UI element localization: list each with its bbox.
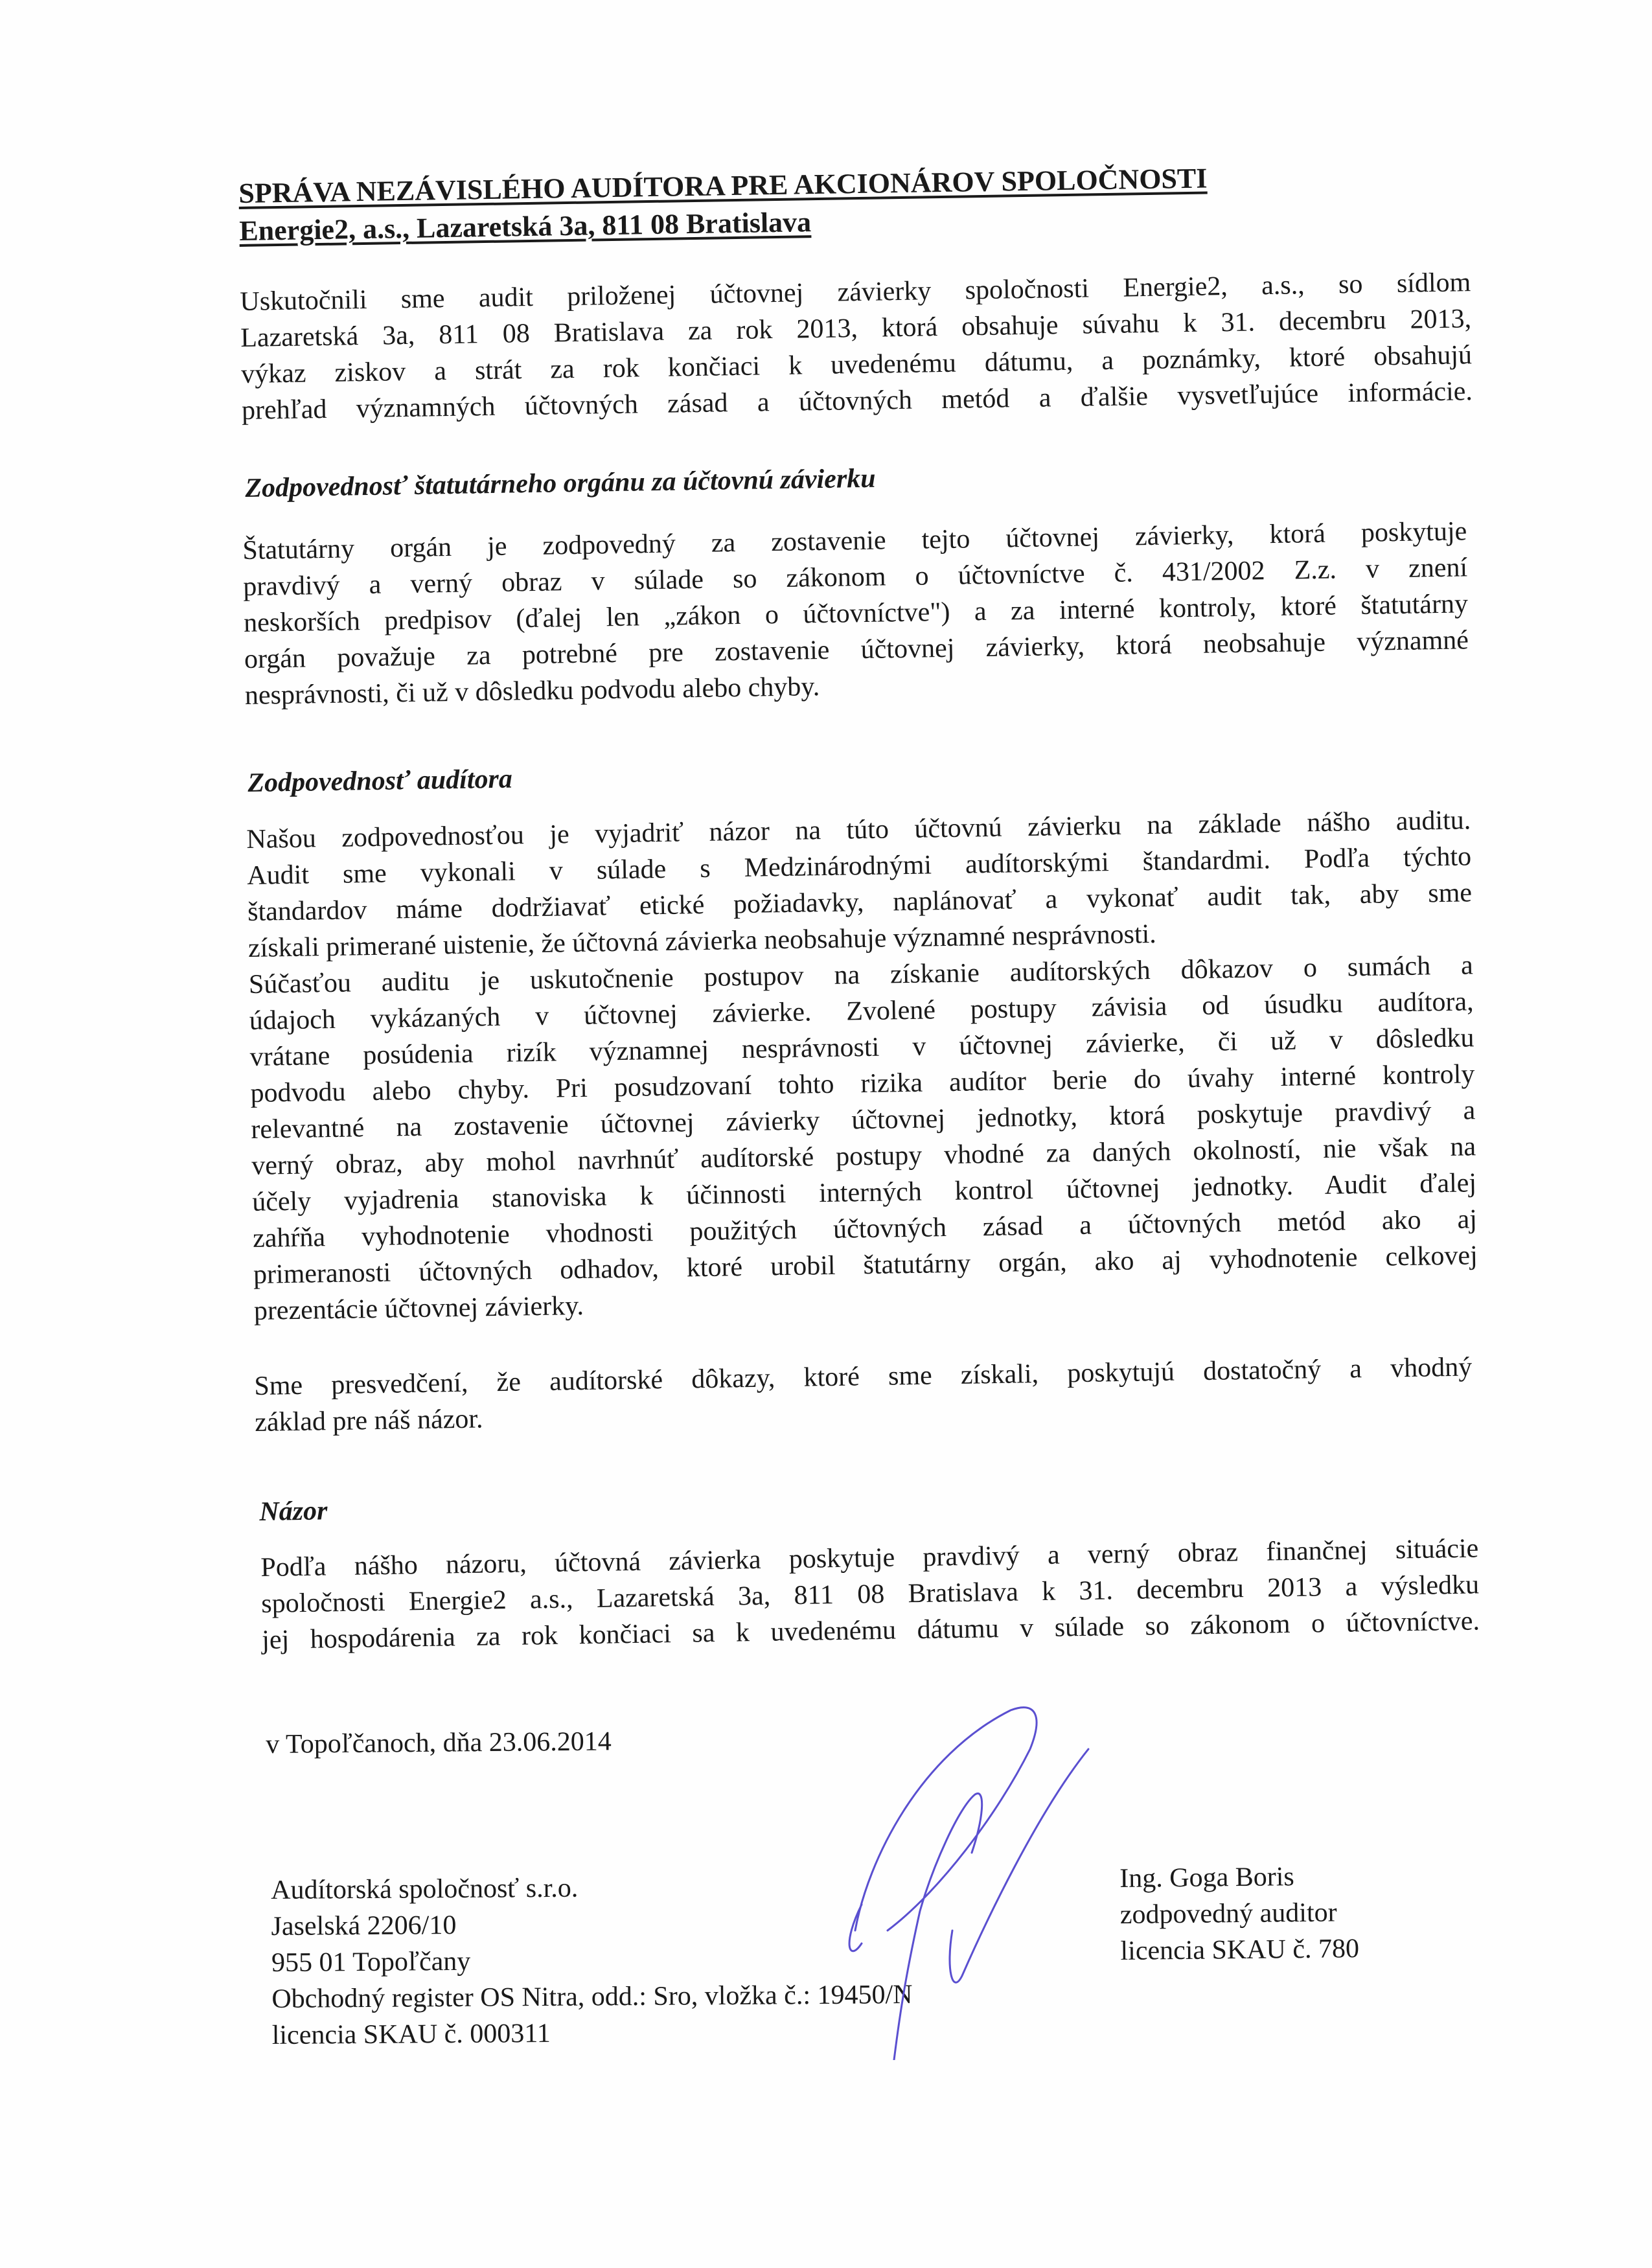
text-line: nesprávnosti, či už v dôsledku podvodu alebo chyby. [244,672,820,711]
firm-line: licencia SKAU č. 000311 [271,2018,551,2050]
intro-paragraph [240,264,1473,429]
report-title [238,160,1208,250]
text-line: Lazaretská 3a, 811 08 Bratislava za rok 2013, ktorá obsahuje súvahu k 31. decembru 2013, [240,304,1472,353]
text-line: prezentácie účtovnej závierky. [253,1290,584,1326]
auditor-line: licencia SKAU č. 780 [1120,1934,1360,1966]
title-line-1: SPRÁVA NEZÁVISLÉHO AUDÍTORA PRE AKCIONÁROV SPOLOČNOSTI [238,162,1208,209]
text-line: podvodu alebo chyby. Pri posudzovaní tohto rizika audítor berie do úvahy interné kontroly [250,1059,1475,1108]
text-line: Štatutárny orgán je zodpovedný za zostavenie tejto účtovnej závierky, ktorá poskytuje [242,516,1467,566]
firm-line: Jaselská 2206/10 [271,1910,457,1942]
audit-firm-block [271,1868,913,2054]
text-line: základ pre náš názor. [254,1404,483,1438]
text-line: štandardov máme dodržiavať etické požiadavky, naplánovať a vykonať audit tak, aby sme [247,878,1473,927]
text-line: prehľad významných účtovných zásad a účtovných metód a ďalšie vysvetľujúce informácie. [241,376,1473,426]
heading-text: Názor [259,1496,328,1527]
auditor-block [1119,1858,1359,1969]
title-line-2: Energie2, a.s., Lazaretská 3a, 811 08 Bratislava [238,206,812,247]
text-line: výkaz ziskov a strát za rok končiaci k uvedenému dátumu, a poznámky, ktoré obsahujú [240,340,1473,389]
text-line: Súčasťou auditu je uskutočnenie postupov na získanie audítorských dôkazov o sumách a [248,950,1474,1000]
section-heading-responsibility-board [245,463,876,504]
text-line: účely vyjadrenia stanoviska k účinnosti interných kontrol účtovnej jednotky. Audit ďalej [251,1168,1477,1217]
text-line: zahŕňa vyhodnotenie vhodnosti použitých účtovných zásad a účtovných metód ako aj [252,1204,1478,1254]
text-line: relevantné na zostavenie účtovnej závierky účtovnej jednotky, ktorá poskytuje pravdivý a [251,1095,1476,1145]
text-line: orgán považuje za potrebné pre zostavenie účtovnej závierky, ktorá neobsahuje významné [244,625,1469,674]
text-line: spoločnosti Energie2 a.s., Lazaretská 3a, 811 08 Bratislava k 31. decembru 2013 a výsledku [260,1570,1480,1619]
firm-line: 955 01 Topoľčany [271,1946,471,1978]
text-line: Sme presvedčení, že audítorské dôkazy, ktoré sme získali, poskytujú dostatočný a vhodný [254,1352,1473,1401]
heading-text: Zodpovednosť audítora [247,764,513,798]
section-heading-opinion [259,1495,328,1528]
paragraph-auditor-responsibility [246,802,1478,1329]
text-line: neskorších predpisov (ďalej len „zákon o účtovníctve") a za interné kontroly, ktoré štatutárny [243,589,1469,638]
place-and-date [266,1723,612,1763]
text-line: vrátane posúdenia rizík významnej nesprávnosti v účtovnej závierke, či už v dôsledku [249,1023,1474,1072]
heading-text: Zodpovednosť štatutárneho orgánu za účtovnú závierku [245,463,876,503]
text-line: verný obraz, aby mohol navrhnúť audítorské postupy vhodné za daných okolností, nie však na [251,1132,1476,1181]
handwritten-signature [842,1697,1140,2060]
text-line: Našou zodpovednosťou je vyjadriť názor na túto účtovnú závierku na základe nášho auditu. [246,805,1471,854]
text-line: získali primerané uistenie, že účtovná závierka neobsahuje významné nesprávnosti. [247,919,1157,963]
text-line: Uskutočnili sme audit priloženej účtovnej závierky spoločnosti Energie2, a.s., so sídlom [240,268,1471,317]
firm-line: Audítorská spoločnosť s.r.o. [271,1873,579,1905]
auditor-line: zodpovedný auditor [1119,1897,1337,1930]
paragraph-opinion [260,1530,1480,1658]
text-line: Audit sme vykonali v súlade s Medzinárodnými audítorskými štandardmi. Podľa týchto [246,842,1472,891]
section-heading-auditor-responsibility [247,764,512,799]
paragraph-evidence [254,1349,1473,1441]
text-line: jej hospodárenia za rok končiaci sa k uvedenému dátumu v súlade so zákonom o účtovníctve. [261,1606,1480,1655]
text-line: údajoch vykázaných v účtovnej závierke. Zvolené postupy závisia od úsudku audítora, [249,987,1474,1036]
firm-line: Obchodný register OS Nitra, odd.: Sro, vložka č.: 19450/N [271,1980,913,2014]
auditor-line: Ing. Goga Boris [1119,1862,1295,1894]
text-line: Podľa nášho názoru, účtovná závierka poskytuje pravdivý a verný obraz finančnej situácie [260,1533,1479,1583]
date-text: v Topoľčanoch, dňa 23.06.2014 [266,1726,612,1759]
text-line: pravdivý a verný obraz v súlade so zákonom o účtovníctve č. 431/2002 Z.z. v znení [242,553,1468,602]
text-line: primeranosti účtovných odhadov, ktoré urobil štatutárny orgán, ako aj vyhodnotenie celkovej [253,1241,1478,1290]
paragraph-board-responsibility [242,513,1469,714]
